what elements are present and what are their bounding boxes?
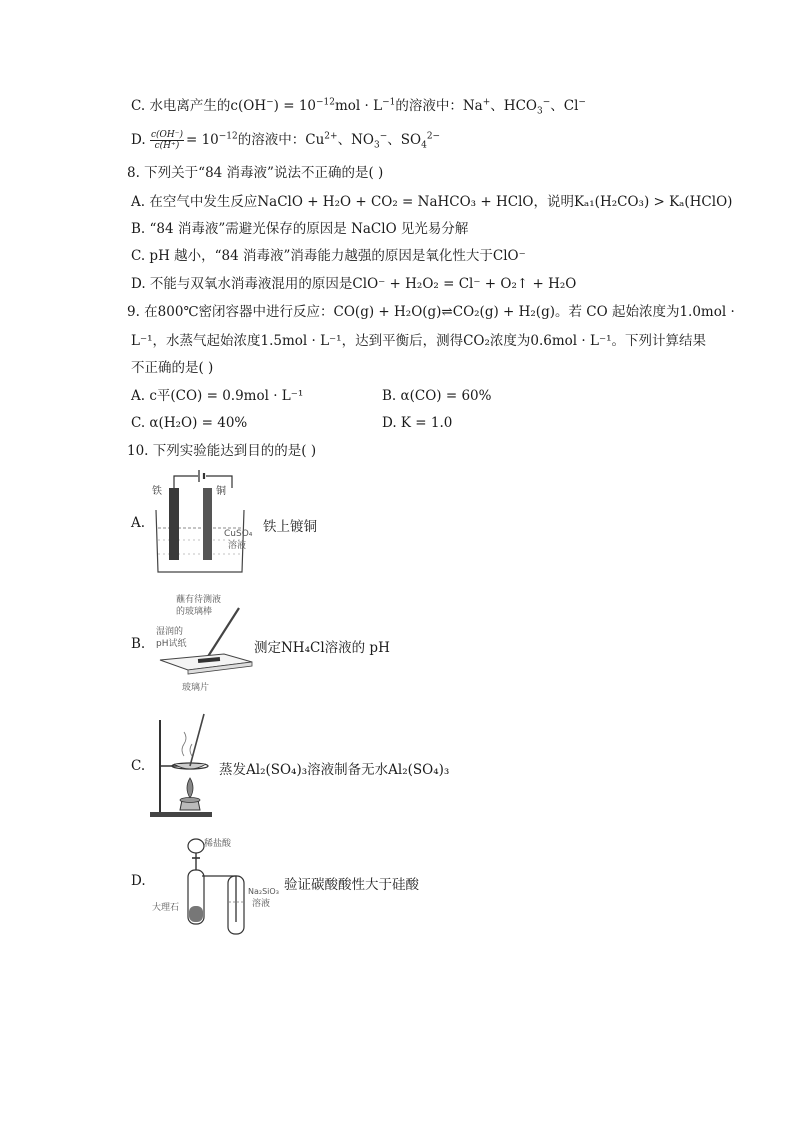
- q10-stem: 10. 下列实验能达到目的的是( ): [127, 443, 317, 459]
- q10-option-a-label: A.: [131, 515, 146, 531]
- acid-strength-figure: [148, 832, 288, 942]
- q9-option-d: D. K = 1.0: [382, 415, 453, 431]
- electroplating-figure: [150, 470, 265, 580]
- q7-option-d: D. $\frac{c(OH^-)}{c(H^+)}$ = $10^{-12}$的溶液中：$Cu^{2+}$、$NO_3^-$、$SO_4^{2-}$: [131, 130, 441, 151]
- q9-option-b: B. α(CO) = 60%: [382, 388, 492, 404]
- q9-stem-line3: 不正确的是( ): [131, 360, 214, 376]
- iron-label: 铁: [152, 486, 162, 497]
- evaporation-figure: [146, 710, 216, 820]
- q8-option-c: C. pH 越小，“84 消毒液”消毒能力越强的原因是氧化性大于ClO⁻: [131, 248, 526, 264]
- paper-label-2: pH试纸: [156, 639, 187, 649]
- q10-option-d-label: D.: [131, 873, 146, 889]
- ratio-fraction: $\frac{c(OH^-)}{c(H^+)}$: [150, 130, 183, 151]
- glass-label: 玻璃片: [182, 683, 210, 693]
- q8-option-d: D. 不能与双氧水消毒液混用的原因是ClO⁻ + H₂O₂ = Cl⁻ + O₂↑ + H₂O: [131, 276, 577, 292]
- silicate-solution-label: 溶液: [252, 899, 271, 909]
- q10-option-c-label: C.: [131, 758, 146, 774]
- q10-option-a-caption: 铁上镀铜: [263, 519, 317, 535]
- q10-option-b-label: B.: [131, 636, 146, 652]
- q9-stem-line2: L⁻¹，水蒸气起始浓度1.5mol · L⁻¹，达到平衡后，测得CO₂浓度为0.6mol · L⁻¹。下列计算结果: [131, 333, 706, 349]
- rod-label-1: 蘸有待测液: [176, 595, 222, 605]
- q7-option-c: C. 水电离产生的$c(OH^-) = 10^{-12}mol \cdot L^{-1}$的溶液中：Na+、$HCO_3^-$、Cl−: [131, 97, 586, 117]
- q8-option-a: A. 在空气中发生反应NaClO + H₂O + CO₂ = NaHCO₃ + HClO，说明Kₐ₁(H₂CO₃) > Kₐ(HClO): [131, 194, 733, 210]
- silicate-label: Na₂SiO₃: [248, 887, 279, 896]
- cuso4-label: CuSO₄: [224, 529, 253, 539]
- q10-option-b-caption: 测定NH₄Cl溶液的 pH: [254, 640, 390, 656]
- q8-option-b: B. “84 消毒液”需避光保存的原因是 NaClO 见光易分解: [131, 221, 469, 237]
- ph-test-figure: [152, 590, 262, 695]
- q9-option-a: A. c平(CO) = 0.9mol · L⁻¹: [131, 388, 304, 404]
- marble-label: 大理石: [152, 903, 180, 913]
- rod-label-2: 的玻璃棒: [176, 607, 213, 617]
- solution-label: 溶液: [228, 541, 247, 551]
- acid-label: 稀盐酸: [204, 839, 232, 849]
- q8-stem: 8. 下列关于“84 消毒液”说法不正确的是( ): [127, 165, 384, 181]
- copper-label: 铜: [216, 486, 226, 497]
- q9-option-c: C. α(H₂O) = 40%: [131, 415, 248, 431]
- q10-option-d-caption: 验证碳酸酸性大于硅酸: [284, 877, 419, 893]
- paper-label-1: 湿润的: [156, 627, 184, 637]
- q10-option-c-caption: 蒸发Al₂(SO₄)₃溶液制备无水Al₂(SO₄)₃: [219, 762, 450, 778]
- q9-stem-line1: 9. 在800℃密闭容器中进行反应：CO(g) + H₂O(g)⇌CO₂(g) + H₂(g)。若 CO 起始浓度为1.0mol ·: [127, 304, 735, 320]
